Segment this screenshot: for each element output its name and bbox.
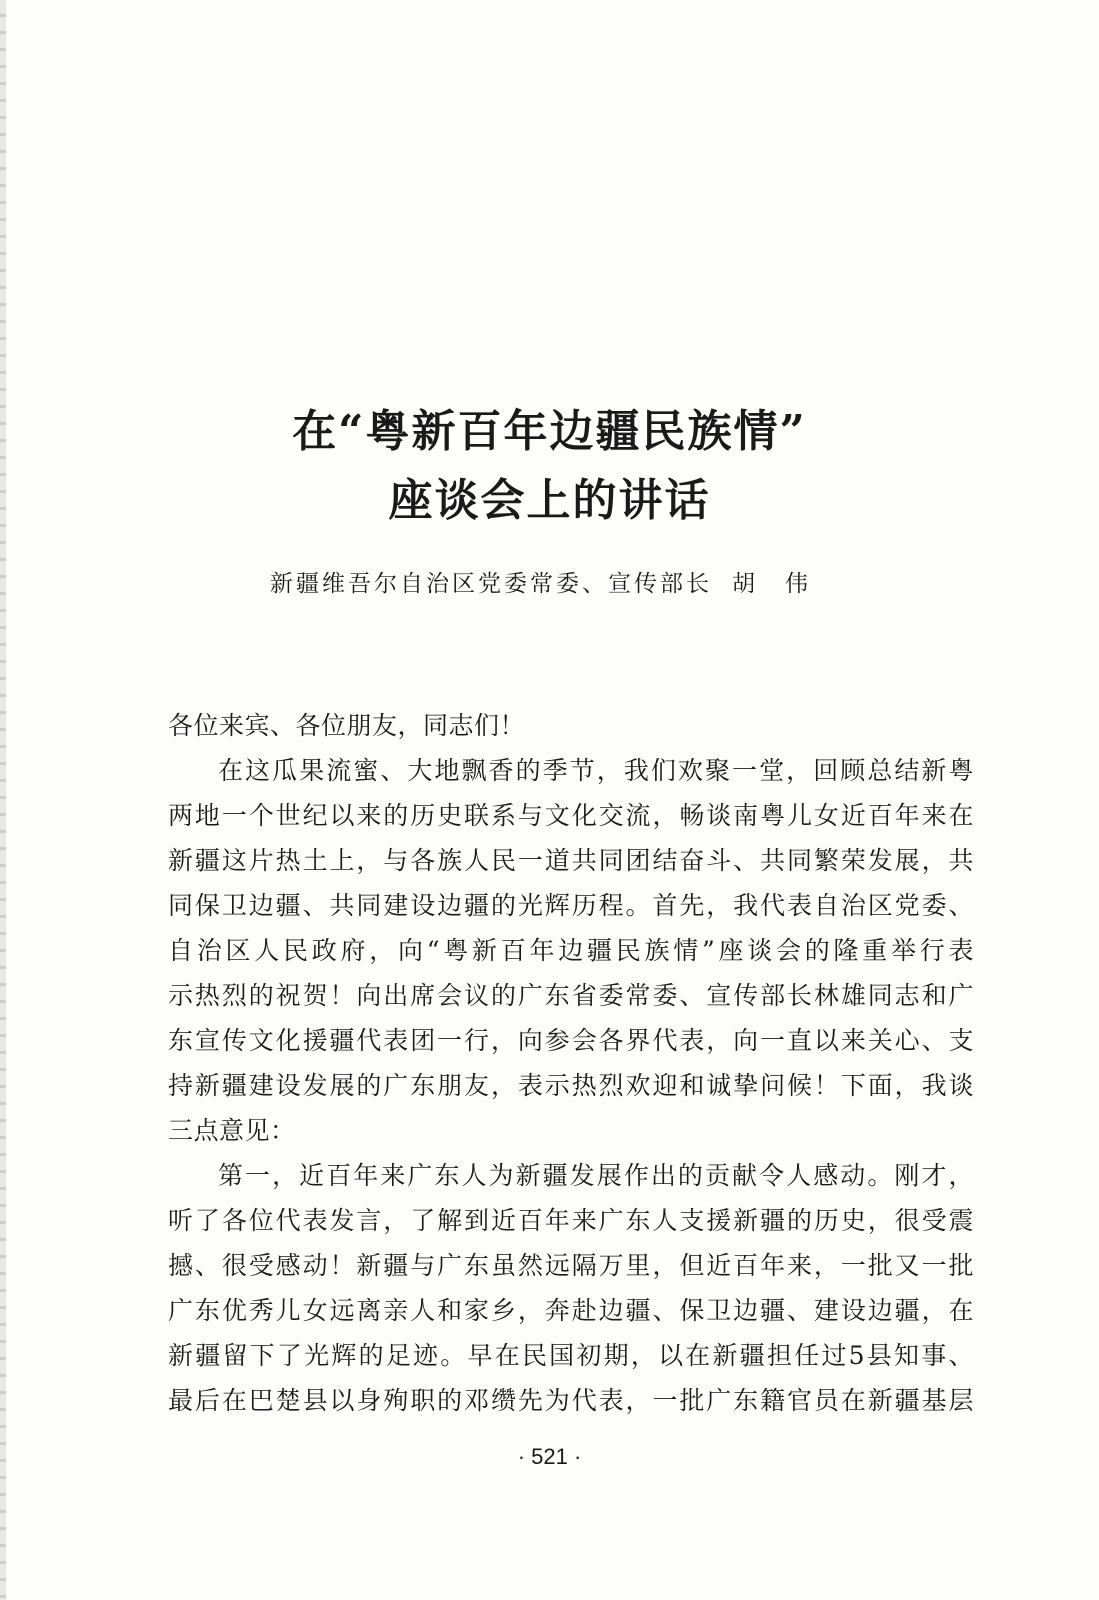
- body-line: 新疆留下了光辉的足迹。早在民国初期，以在新疆担任过5县知事、: [168, 1341, 974, 1370]
- body-line: 最后在巴楚县以身殉职的邓缵先为代表，一批广东籍官员在新疆基层: [168, 1386, 974, 1415]
- byline-author: 胡伟: [732, 571, 838, 597]
- body-line: 自治区人民政府，向“粤新百年边疆民族情”座谈会的隆重举行表: [168, 936, 974, 965]
- body-line: 三点意见：: [168, 1116, 296, 1145]
- byline-position: 新疆维吾尔自治区党委常委、宣传部长: [270, 571, 712, 597]
- body-line: 撼、很受感动！新疆与广东虽然远隔万里，但近百年来，一批又一批: [168, 1251, 974, 1280]
- body-line: 示热烈的祝贺！向出席会议的广东省委常委、宣传部长林雄同志和广: [168, 981, 974, 1010]
- body-line: 两地一个世纪以来的历史联系与文化交流，畅谈南粤儿女近百年来在: [168, 801, 974, 830]
- salutation-line: 各位来宾、各位朋友，同志们！: [168, 711, 526, 740]
- scan-edge: [0, 0, 6, 1600]
- body-line: 听了各位代表发言，了解到近百年来广东人支援新疆的历史，很受震: [168, 1206, 974, 1235]
- title-line-2: 座谈会上的讲话: [388, 475, 711, 526]
- body-line: 新疆这片热土上，与各族人民一道共同团结奋斗、共同繁荣发展，共: [168, 846, 974, 875]
- body-line: 广东优秀儿女远离亲人和家乡，奔赴边疆、保卫边疆、建设边疆，在: [168, 1296, 974, 1325]
- byline: [270, 566, 910, 602]
- page-number: · 521 ·: [517, 1444, 582, 1469]
- body-line: 同保卫边疆、共同建设边疆的光辉历程。首先，我代表自治区党委、: [168, 891, 974, 920]
- title-line-1: 在“粤新百年边疆民族情”: [292, 406, 807, 457]
- body-line: 第一，近百年来广东人为新疆发展作出的贡献令人感动。刚才，: [218, 1161, 974, 1190]
- body-line: 在这瓜果流蜜、大地飘香的季节，我们欢聚一堂，回顾总结新粤: [218, 756, 974, 785]
- body-line: 持新疆建设发展的广东朋友，表示热烈欢迎和诚挚问候！下面，我谈: [168, 1071, 974, 1100]
- body-line: 东宣传文化援疆代表团一行，向参会各界代表，向一直以来关心、支: [168, 1026, 974, 1055]
